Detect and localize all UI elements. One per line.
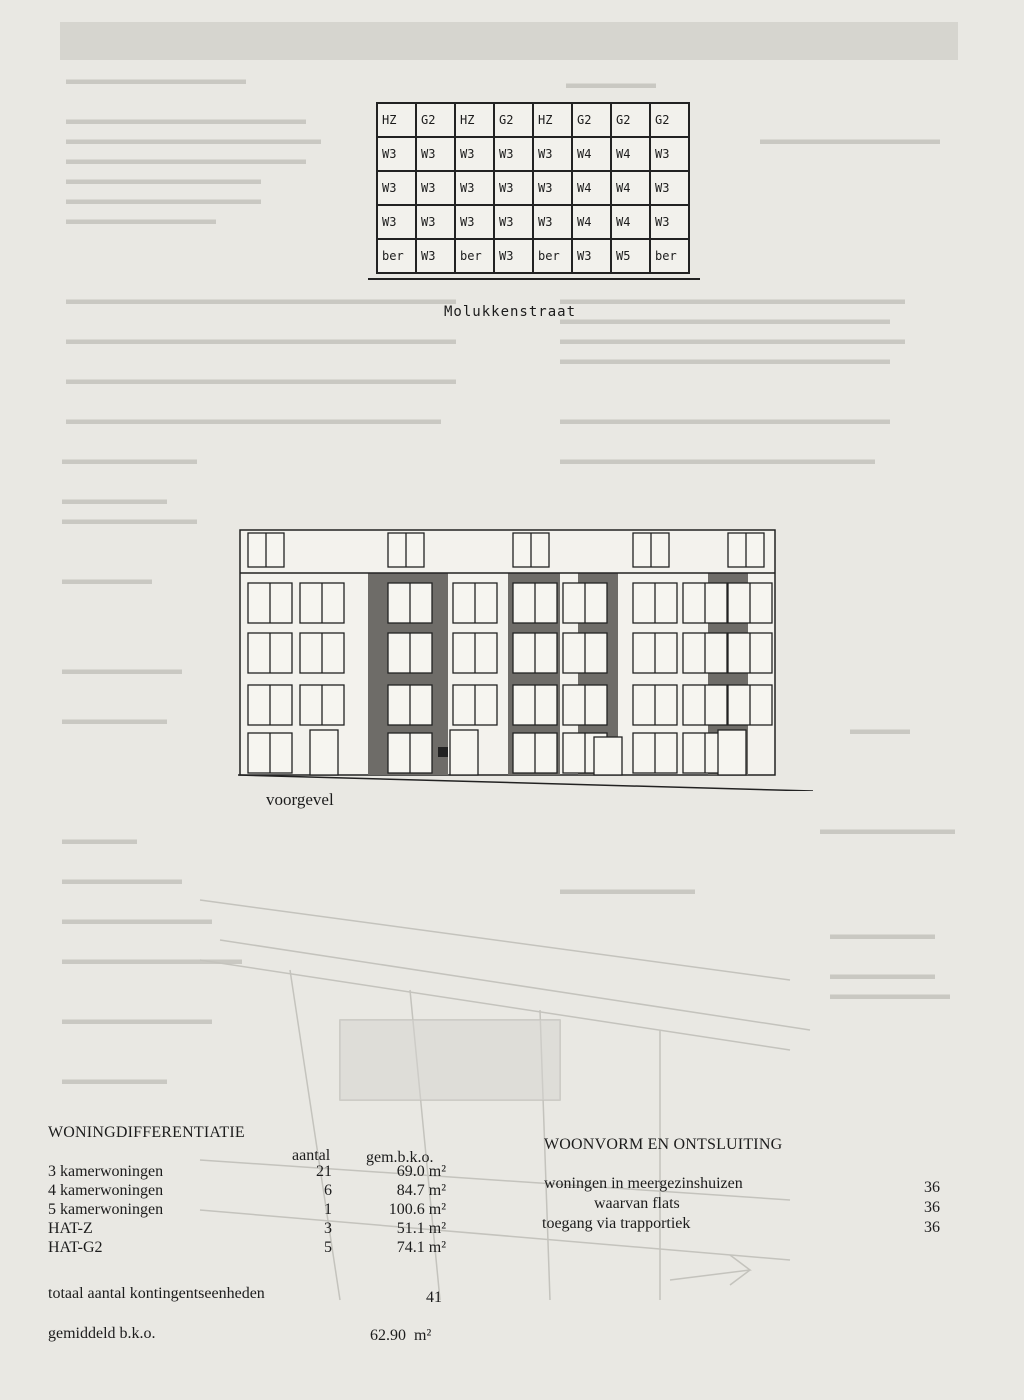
reverse-page-ghost: ▬▬▬▬▬▬ <box>62 572 152 588</box>
woonvorm-row-label: waarvan flats <box>594 1195 680 1212</box>
grid-cell: HZ <box>533 103 572 137</box>
facade-caption: voorgevel <box>266 790 334 809</box>
avg-number: 62.90 <box>370 1327 406 1344</box>
diff-row-aantal: 21 <box>316 1163 332 1180</box>
grid-cell: ber <box>533 239 572 273</box>
grid-ground-line <box>368 278 700 280</box>
reverse-page-ghost: ▬▬▬▬▬▬▬▬▬ <box>62 452 197 468</box>
diff-row-type: HAT-G2 <box>48 1239 103 1256</box>
diff-row-gbko: 69.0 m² <box>396 1163 446 1180</box>
differentiatie-title: WONINGDIFFERENTIATIE <box>48 1124 245 1141</box>
site-plan-ghost <box>190 860 830 1320</box>
grid-cell: G2 <box>572 103 611 137</box>
reverse-page-ghost: ▬▬▬▬▬▬▬ <box>830 967 935 983</box>
grid-cell: G2 <box>416 103 455 137</box>
reverse-page-header-bar <box>60 22 958 60</box>
diff-row-type: 4 kamerwoningen <box>48 1182 164 1199</box>
reverse-page-ghost: ▬▬▬▬▬▬▬▬ <box>830 987 950 1003</box>
grid-cell: W4 <box>572 137 611 171</box>
grid-cell: W3 <box>533 171 572 205</box>
diff-row-gbko: 74.1 m² <box>396 1239 446 1256</box>
diff-row-type: HAT-Z <box>48 1220 93 1237</box>
reverse-page-ghost: ▬▬▬▬▬▬▬▬ <box>62 872 182 888</box>
reverse-page-ghost: ▬▬▬▬▬▬▬▬▬▬▬▬▬▬▬▬▬▬▬▬▬▬▬▬▬▬ <box>66 292 456 308</box>
street-label: Molukkenstraat <box>444 304 577 320</box>
grid-cell: W4 <box>611 137 650 171</box>
grid-row <box>377 137 689 171</box>
grid-cell: W3 <box>377 137 416 171</box>
grid-cell: G2 <box>611 103 650 137</box>
grid-cell: G2 <box>494 103 533 137</box>
reverse-page-ghost: ▬▬▬▬▬▬▬▬▬▬▬▬▬▬▬▬▬▬▬▬▬▬ <box>560 312 890 328</box>
reverse-page-ghost: ▬▬▬▬▬▬▬▬▬▬▬▬▬ <box>66 192 261 208</box>
reverse-page-ghost: ▬▬▬▬▬▬▬▬▬▬▬▬▬▬▬▬▬▬▬▬▬▬▬▬▬ <box>66 412 441 428</box>
reverse-page-ghost: ▬▬▬▬▬▬▬▬▬▬▬▬▬▬▬▬▬▬▬▬▬▬▬ <box>560 292 905 308</box>
facade-drawing <box>238 525 813 791</box>
woonvorm-row-value: 36 <box>924 1179 940 1196</box>
grid-cell: W3 <box>533 137 572 171</box>
grid-cell: W3 <box>416 205 455 239</box>
avg-unit: m² <box>414 1327 432 1344</box>
reverse-page-ghost: ▬▬▬▬▬▬▬▬▬▬▬▬▬▬▬▬▬▬▬▬▬▬▬▬▬▬ <box>66 372 456 388</box>
grid-cell: W3 <box>572 239 611 273</box>
grid-row <box>377 205 689 239</box>
reverse-page-ghost: ▬▬▬▬▬ <box>62 832 137 848</box>
grid-cell: W3 <box>494 205 533 239</box>
reverse-page-ghost: ▬▬▬▬▬▬▬ <box>62 712 167 728</box>
reverse-page-ghost: ▬▬▬▬▬▬▬▬▬▬▬▬▬▬▬▬▬▬▬▬▬▬ <box>560 352 890 368</box>
grid-cell: W5 <box>611 239 650 273</box>
col-header-aantal: aantal <box>292 1147 331 1164</box>
grid-row <box>377 103 689 137</box>
reverse-page-ghost: ▬▬▬▬▬▬▬▬▬▬ <box>62 1012 212 1028</box>
grid-cell: W3 <box>494 239 533 273</box>
diff-row-type: 5 kamerwoningen <box>48 1201 164 1218</box>
reverse-page-ghost: ▬▬▬▬▬▬▬▬▬▬▬▬▬▬▬▬ <box>66 152 306 168</box>
diff-row-gbko: 51.1 m² <box>396 1220 446 1237</box>
total-value: 41 <box>426 1289 442 1306</box>
reverse-page-ghost: ▬▬▬▬▬▬▬▬▬▬▬▬▬ <box>66 172 261 188</box>
grid-cell: W3 <box>455 171 494 205</box>
reverse-page-ghost: ▬▬▬▬▬▬▬▬▬▬▬▬▬▬▬▬▬▬▬▬▬▬ <box>560 412 890 428</box>
grid-cell: HZ <box>377 103 416 137</box>
grid-cell: HZ <box>455 103 494 137</box>
grid-cell: W3 <box>377 205 416 239</box>
reverse-page-ghost: ▬▬▬▬▬▬▬▬▬ <box>820 822 955 838</box>
grid-cell: W3 <box>650 205 689 239</box>
grid-cell: W3 <box>377 171 416 205</box>
reverse-page-ghost: ▬▬▬▬▬▬▬▬▬▬▬▬▬▬▬▬ <box>66 112 306 128</box>
grid-cell: ber <box>650 239 689 273</box>
diff-row-aantal: 6 <box>324 1182 332 1199</box>
grid-cell: ber <box>455 239 494 273</box>
avg-label: gemiddeld b.k.o. <box>48 1325 156 1342</box>
grid-cell: W3 <box>416 171 455 205</box>
grid-cell: W3 <box>455 137 494 171</box>
reverse-page-ghost: ▬▬▬▬▬▬▬▬▬▬▬▬▬▬▬▬▬▬▬▬▬ <box>560 452 875 468</box>
woonvorm-row-value: 36 <box>924 1219 940 1236</box>
diff-row-aantal: 1 <box>324 1201 332 1218</box>
grid-cell: W3 <box>494 171 533 205</box>
reverse-page-ghost: ▬▬▬▬▬▬▬▬▬▬▬▬▬▬▬▬▬ <box>66 132 321 148</box>
grid-cell: W4 <box>572 205 611 239</box>
diff-row-gbko: 100.6 m² <box>388 1201 446 1218</box>
reverse-page-ghost: ▬▬▬▬▬▬▬▬ <box>62 662 182 678</box>
grid-cell: W3 <box>650 137 689 171</box>
reverse-page-ghost: ▬▬▬▬ <box>850 722 910 738</box>
unit-layout-table <box>376 102 690 274</box>
diff-row-aantal: 3 <box>324 1220 332 1237</box>
woonvorm-row-label: toegang via trapportiek <box>542 1215 691 1232</box>
reverse-page-ghost: ▬▬▬▬▬▬▬▬▬▬▬▬▬▬▬▬▬▬▬▬▬▬▬ <box>560 332 905 348</box>
grid-row <box>377 171 689 205</box>
woonvorm-row-value: 36 <box>924 1199 940 1216</box>
reverse-page-ghost: ▬▬▬▬▬▬▬ <box>62 1072 167 1088</box>
grid-cell: W4 <box>572 171 611 205</box>
grid-cell: W3 <box>494 137 533 171</box>
reverse-page-ghost: ▬▬▬▬▬▬▬▬▬▬▬▬▬▬▬▬▬▬▬▬▬▬▬▬▬▬ <box>66 332 456 348</box>
grid-cell: ber <box>377 239 416 273</box>
reverse-page-ghost: ▬▬▬▬▬▬▬▬▬▬ <box>66 212 216 228</box>
grid-cell: W3 <box>416 137 455 171</box>
reverse-page-ghost: ▬▬▬▬▬▬▬▬▬▬ <box>62 912 212 928</box>
reverse-page-ghost: ▬▬▬▬▬▬ <box>566 76 656 92</box>
reverse-page-ghost: ▬▬▬▬▬▬▬ <box>62 492 167 508</box>
grid-row <box>377 239 689 273</box>
grid-cell: W4 <box>611 171 650 205</box>
grid-cell: W4 <box>611 205 650 239</box>
woonvorm-title: WOONVORM EN ONTSLUITING <box>544 1136 783 1153</box>
col-header-gbko: gem.b.k.o. <box>366 1149 434 1166</box>
reverse-page-ghost: ▬▬▬▬▬▬▬▬▬ <box>62 512 197 528</box>
grid-cell: G2 <box>650 103 689 137</box>
unit-layout-grid <box>376 102 690 274</box>
grid-cell: W3 <box>416 239 455 273</box>
grid-cell: W3 <box>455 205 494 239</box>
reverse-page-ghost: ▬▬▬▬▬▬▬▬▬▬▬▬ <box>760 132 940 148</box>
total-label: totaal aantal kontingentseenheden <box>48 1285 265 1302</box>
grid-cell: W3 <box>650 171 689 205</box>
diff-row-aantal: 5 <box>324 1239 332 1256</box>
woonvorm-row-label: woningen in meergezinshuizen <box>544 1175 743 1192</box>
avg-value <box>370 1326 431 1346</box>
reverse-page-ghost: ▬▬▬▬▬▬▬▬▬▬▬▬ <box>62 952 242 968</box>
reverse-page-ghost: ▬▬▬▬▬▬▬ <box>830 927 935 943</box>
diff-row-gbko: 84.7 m² <box>396 1182 446 1199</box>
grid-cell: W3 <box>533 205 572 239</box>
reverse-page-ghost: ▬▬▬▬▬▬▬▬▬▬▬▬ <box>66 72 246 88</box>
diff-row-type: 3 kamerwoningen <box>48 1163 164 1180</box>
reverse-page-ghost: ▬▬▬▬▬▬▬▬▬ <box>560 882 695 898</box>
